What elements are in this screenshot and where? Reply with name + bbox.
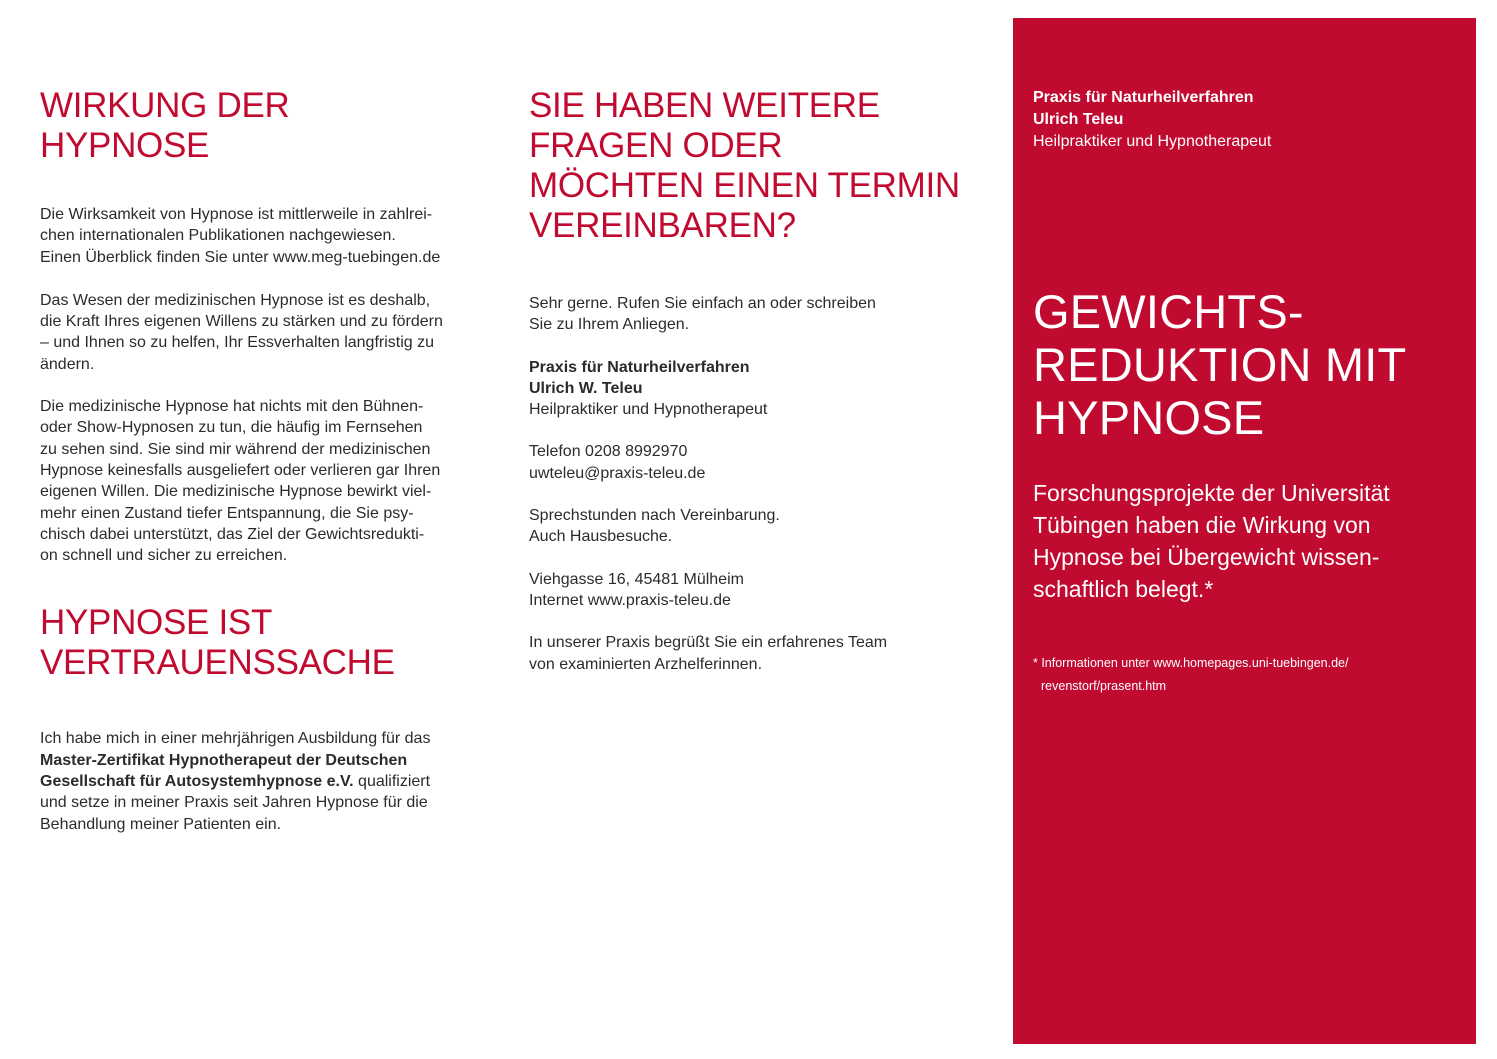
- email-address: uwteleu@praxis-teleu.de: [529, 464, 706, 482]
- paragraph-wesen: Das Wesen der medizinischen Hypnose ist es deshalb, die Kraft Ihres eigenen Willens zu stärken und zu fördern – und Ihnen so zu helfen, Ihr Essverhalten langfristig zu ändern.: [40, 291, 443, 373]
- contact-intro: Sehr gerne. Rufen Sie einfach an oder schreiben Sie zu Ihrem Anliegen.: [529, 295, 876, 334]
- address-info: [529, 569, 979, 612]
- practitioner-title: Heilpraktiker und Hypnotherapeut: [529, 401, 768, 419]
- practice-name: Praxis für Naturheilverfahren: [529, 358, 750, 376]
- heading-vertrauenssache: HYPNOSE IST VERTRAUENSSACHE: [40, 603, 395, 683]
- contact-details: [529, 441, 979, 484]
- middle-column: [529, 86, 979, 675]
- cover-headline: GEWICHTS- REDUKTION MIT HYPNOSE: [1033, 285, 1407, 444]
- practitioner-name: Ulrich W. Teleu: [529, 379, 643, 397]
- cover-subline: Forschungsprojekte der Universität Tübingen haben die Wirkung von Hypnose bei Übergewicht wissen- schaftlich belegt.*: [1033, 480, 1390, 602]
- phone-number: Telefon 0208 8992970: [529, 443, 688, 461]
- address: Viehgasse 16, 45481 Mülheim: [529, 570, 744, 588]
- cover-title: Heilpraktiker und Hypnotherapeut: [1033, 133, 1272, 150]
- paragraph-medizinische-hypnose: Die medizinische Hypnose hat nichts mit den Bühnen- oder Show-Hypnosen zu tun, die häufig im Fernsehen zu sehen sind. Sie sind mir während der medizinischen Hypnose keinesfalls ausgeliefert oder verlieren gar Ihren eigenen Willen. Die medizinische Hypnose bewirkt viel- mehr einen Zustand tiefer Entspannung, die Sie psy- chisch dabei unterstützt, das Ziel der Gewichtsredukti- on schnell und sicher zu erreichen.: [40, 398, 441, 565]
- paragraph-wirksamkeit: Die Wirksamkeit von Hypnose ist mittlerweile in zahlrei- chen internationalen Publikationen nachgewiesen. Einen Überblick finden Sie unter www.meg-tuebingen.de: [40, 206, 441, 266]
- cover-practitioner: Ulrich Teleu: [1033, 111, 1124, 128]
- paragraph-ausbildung: Ich habe mich in einer mehrjährigen Ausbildung für das Master-Zertifikat Hypnotherapeut der Deutschen Gesellschaft für Autosystemhypnose e.V. qualifiziert und setze in meiner Praxis seit Jahren Hypnose für die Behandlung meiner Patienten ein.: [40, 730, 431, 833]
- website: Internet www.praxis-teleu.de: [529, 591, 731, 609]
- practice-info: [529, 357, 979, 421]
- cover-practice-name: Praxis für Naturheilverfahren: [1033, 89, 1254, 106]
- cover-footnote: * Informationen unter www.homepages.uni-tuebingen.de/ revenstorf/prasent.htm: [1033, 656, 1349, 693]
- cover-panel: [1013, 18, 1476, 1044]
- heading-wirkung: WIRKUNG DER HYPNOSE: [40, 86, 290, 165]
- left-column: [40, 86, 470, 835]
- team-info: In unserer Praxis begrüßt Sie ein erfahrenes Team von examinierten Arzhelferinnen.: [529, 634, 888, 673]
- office-hours: Sprechstunden nach Vereinbarung. Auch Hausbesuche.: [529, 507, 780, 546]
- heading-kontakt: SIE HABEN WEITERE FRAGEN ODER MÖCHTEN EINEN TERMIN VEREINBAREN?: [529, 86, 960, 245]
